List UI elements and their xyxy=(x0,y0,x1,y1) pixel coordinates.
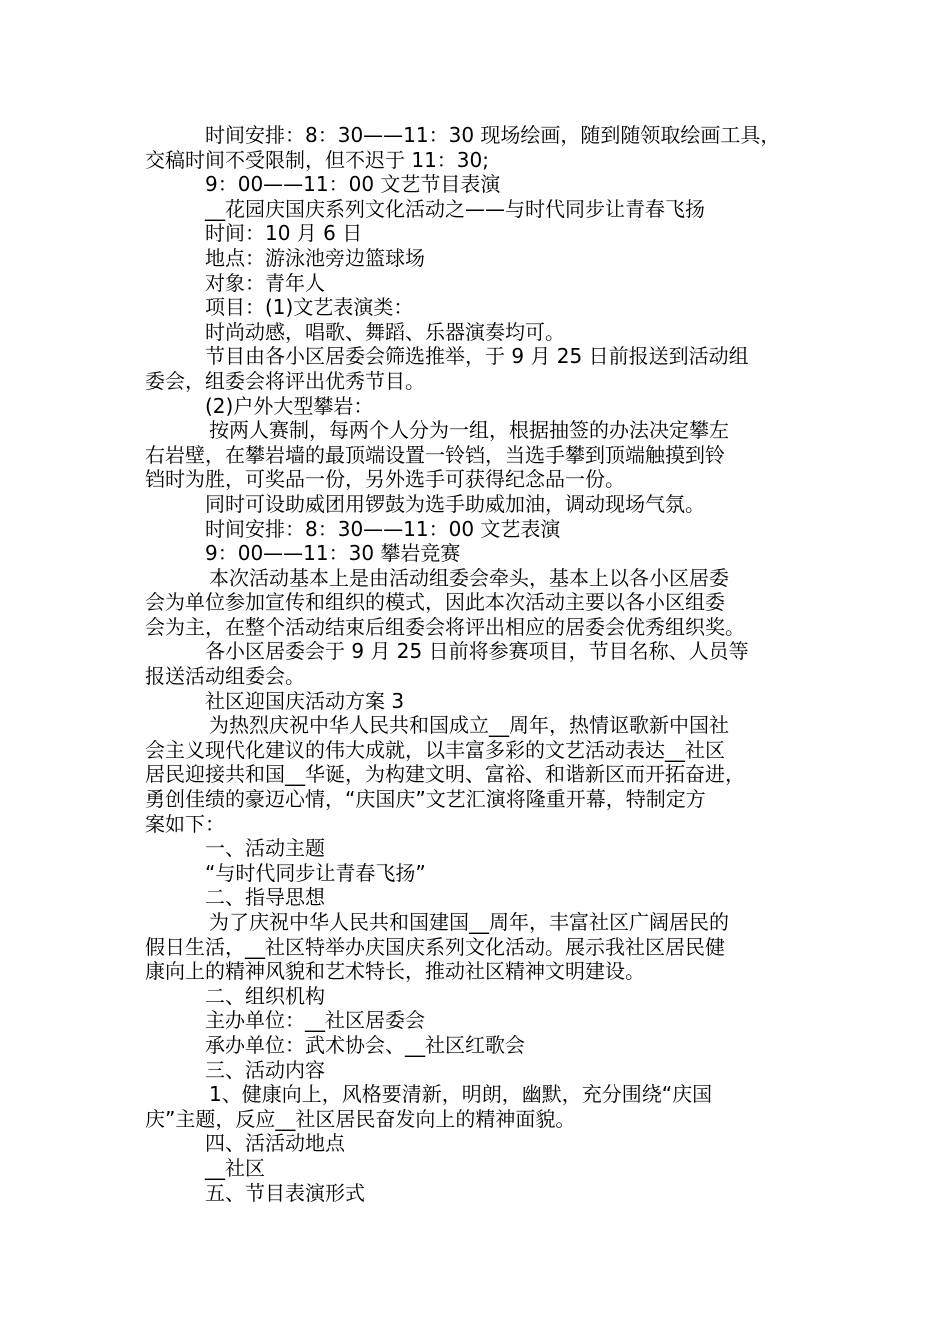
text-line: (2)户外大型攀岩： xyxy=(205,393,374,418)
text-line: 承办单位：武术协会、__社区红歌会 xyxy=(205,1032,525,1057)
text-line: __社区 xyxy=(205,1155,265,1180)
text-line: 会为主，在整个活动结束后组委会将评出相应的居委会优秀组织奖。 xyxy=(145,614,745,639)
text-line: 会为单位参加宣传和组织的模式，因此本次活动主要以各小区组委 xyxy=(145,590,725,615)
text-line: 本次活动基本上是由活动组委会牵头，基本上以各小区居委 xyxy=(209,565,729,590)
text-line: 右岩壁，在攀岩墙的最顶端设置一铃铛，当选手攀到顶端触摸到铃 xyxy=(145,442,725,467)
text-line: 案如下： xyxy=(145,811,225,836)
text-line: 时间：10 月 6 日 xyxy=(205,221,363,246)
section-heading: 社区迎国庆活动方案 3 xyxy=(205,688,405,713)
text-line: 假日生活，__社区特举办庆国庆系列文化活动。展示我社区居民健 xyxy=(145,934,725,959)
text-line: 时间安排：8：30——11：30 现场绘画，随到随领取绘画工具， xyxy=(205,123,781,147)
text-line: 项目：(1)文艺表演类： xyxy=(205,295,414,320)
section-heading: 二、组织机构 xyxy=(205,983,325,1008)
text-line: 为了庆祝中华人民共和国建国__周年，丰富社区广阔居民的 xyxy=(209,910,729,934)
section-heading: 三、活动内容 xyxy=(205,1057,325,1082)
text-line: 主办单位：__社区居委会 xyxy=(205,1008,425,1033)
text-line: 交稿时间不受限制，但不迟于 11：30; xyxy=(145,147,489,172)
document-body xyxy=(145,123,810,1205)
text-line: 会主义现代化建议的伟大成就，以丰富多彩的文艺活动表达__社区 xyxy=(145,737,725,762)
text-line: 康向上的精神风貌和艺术特长，推动社区精神文明建设。 xyxy=(145,959,645,984)
text-line: 按两人赛制，每两个人分为一组，根据抽签的办法决定攀左 xyxy=(209,418,729,443)
text-line: 1、健康向上，风格要清新，明朗，幽默，充分围绕“庆国 xyxy=(209,1082,713,1107)
text-line: 9：00——11：00 文艺节目表演 xyxy=(205,172,501,197)
text-line: 居民迎接共和国__华诞，为构建文明、富裕、和谐新区而开拓奋进， xyxy=(145,762,745,787)
text-line: 报送活动组委会。 xyxy=(145,664,305,689)
text-line: __花园庆国庆系列文化活动之——与时代同步让青春飞扬 xyxy=(205,196,705,221)
text-line: 9：00——11：30 攀岩竞赛 xyxy=(205,541,461,566)
section-heading: 五、节目表演形式 xyxy=(205,1180,365,1205)
text-line: 各小区居委会于 9 月 25 日前将参赛项目，节目名称、人员等 xyxy=(205,639,749,664)
text-line: 时尚动感，唱歌、舞蹈、乐器演奏均可。 xyxy=(205,319,565,344)
text-line: “与时代同步让青春飞扬” xyxy=(205,860,426,885)
text-line: 庆”主题，反应__社区居民奋发向上的精神面貌。 xyxy=(145,1106,576,1131)
section-heading: 一、活动主题 xyxy=(205,836,325,861)
text-line: 时间安排：8：30——11：00 文艺表演 xyxy=(205,516,561,541)
text-line: 节目由各小区居委会筛选推举，于 9 月 25 日前报送到活动组 xyxy=(205,344,749,369)
text-line: 铛时为胜，可奖品一份，另外选手可获得纪念品一份。 xyxy=(145,467,625,492)
text-line: 委会，组委会将评出优秀节目。 xyxy=(145,368,425,393)
section-heading: 四、活活动地点 xyxy=(205,1131,345,1156)
text-line: 同时可设助威团用锣鼓为选手助威加油，调动现场气氛。 xyxy=(205,491,705,516)
text-line: 为热烈庆祝中华人民共和国成立__周年，热情讴歌新中国社 xyxy=(209,713,729,738)
text-line: 勇创佳绩的豪迈心情，“庆国庆”文艺汇演将隆重开幕，特制定方 xyxy=(145,787,706,812)
text-line: 对象：青年人 xyxy=(205,270,325,295)
text-line: 地点：游泳池旁边篮球场 xyxy=(205,245,425,270)
section-heading: 二、指导思想 xyxy=(205,885,325,910)
